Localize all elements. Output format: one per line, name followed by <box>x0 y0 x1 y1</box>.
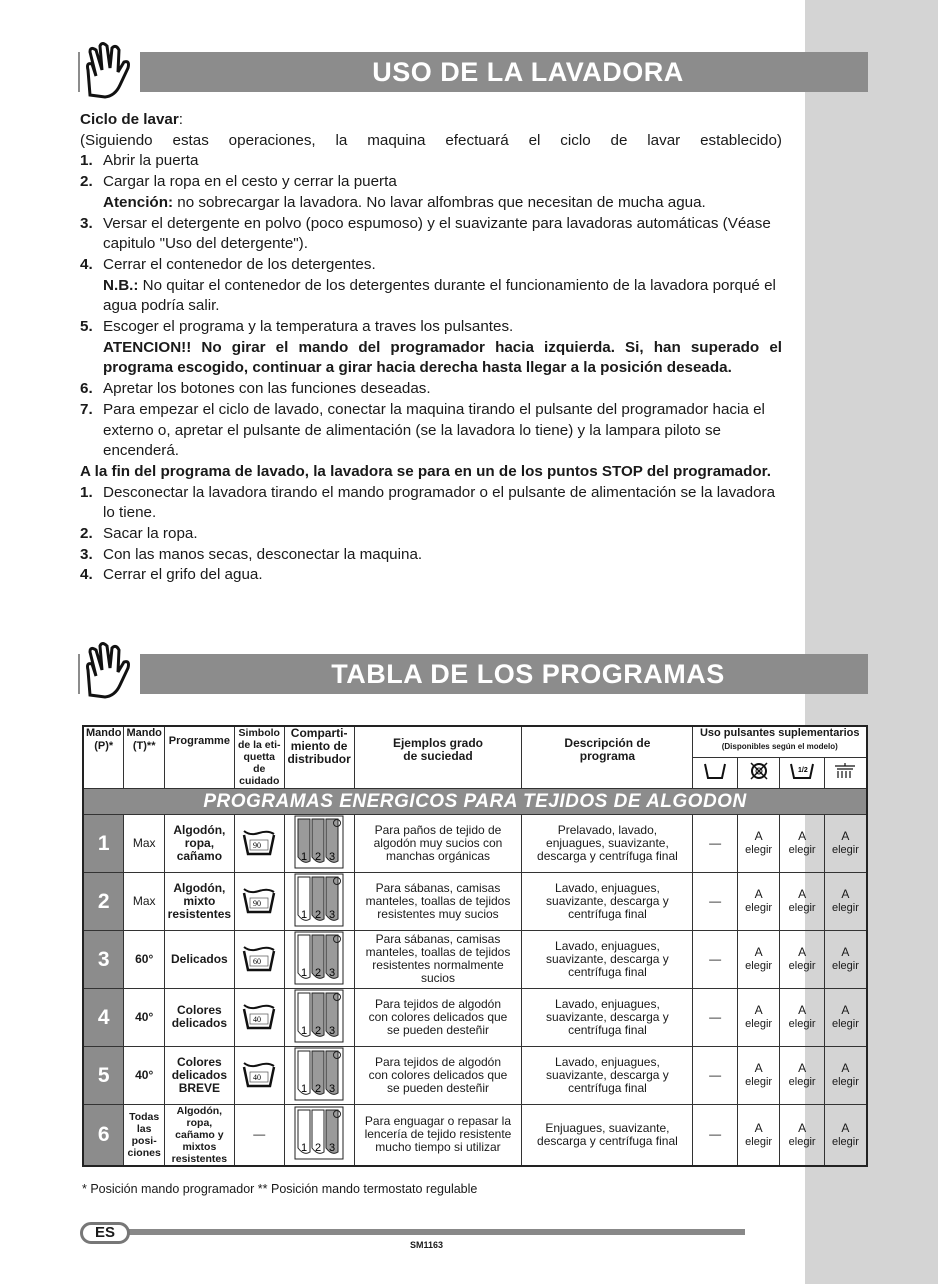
svg-text:1/2: 1/2 <box>798 767 808 774</box>
footnote: * Posición mando programador ** Posición mando termostato regulable <box>82 1182 478 1196</box>
dispenser-icon <box>294 873 344 927</box>
program-description: Lavado, enjuagues, suavizante, descarga y centrífuga final <box>522 1046 693 1104</box>
header-mando-p: Mando (P)* <box>83 726 124 788</box>
temperature: 40° <box>124 988 164 1046</box>
uso-sublabel: (Disponibles según el modelo) <box>721 742 838 751</box>
dispenser-icon <box>294 815 344 869</box>
svg-text:1: 1 <box>301 850 308 863</box>
option-half-load: A elegir <box>780 814 824 872</box>
option-extra-rinse: A elegir <box>824 1104 867 1166</box>
program-number: 5 <box>83 1046 124 1104</box>
option-prewash: — <box>693 872 737 930</box>
wash-temp-icon <box>241 827 277 857</box>
section-title-uso: USO DE LA LAVADORA <box>78 52 868 92</box>
svg-text:3: 3 <box>329 908 336 921</box>
hand-icon <box>80 640 140 700</box>
program-description: Lavado, enjuagues, suavizante, descarga y centrífuga final <box>522 872 693 930</box>
end-heading: A la fin del programa de lavado, la lavadora se para en un de los puntos STOP del programador. <box>80 462 771 480</box>
hand-icon <box>80 40 140 100</box>
svg-text:3: 3 <box>329 1024 336 1037</box>
program-name: Delicados <box>164 930 234 988</box>
program-row <box>83 1104 867 1166</box>
svg-text:2: 2 <box>315 1024 322 1037</box>
temperature: 40° <box>124 1046 164 1104</box>
end-step: 3. Con las manos secas, desconectar la maquina. <box>80 545 423 563</box>
no-symbol: — <box>253 1127 266 1141</box>
dispenser-icon <box>294 1106 344 1160</box>
option-no-spin: A elegir <box>737 814 780 872</box>
option-no-spin: A elegir <box>737 1046 780 1104</box>
program-name: Colores delicados BREVE <box>164 1046 234 1104</box>
soil-examples: Para sábanas, camisas manteles, toallas de tejidos resistentes muy sucios <box>354 872 522 930</box>
option-no-spin: A elegir <box>737 930 780 988</box>
program-row <box>83 988 867 1046</box>
option-half-load: A elegir <box>780 1104 824 1166</box>
dispenser <box>284 1046 354 1104</box>
svg-text:3: 3 <box>329 850 336 863</box>
uso-label: Uso pulsantes suplementarios <box>699 727 860 739</box>
option-half-load: A elegir <box>780 930 824 988</box>
footer-rule <box>120 1229 745 1235</box>
option-extra-rinse: A elegir <box>824 1046 867 1104</box>
end-step: 4. Cerrar el grifo del agua. <box>80 566 263 584</box>
program-description: Enjuagues, suavizante, descarga y centrífuga final <box>522 1104 693 1166</box>
wash-temp-icon <box>241 885 277 915</box>
dispenser <box>284 930 354 988</box>
svg-text:90: 90 <box>253 898 262 908</box>
svg-text:2: 2 <box>315 850 322 863</box>
soil-examples: Para enguagar o repasar la lencería de tejido resistente mucho tiempo si utilizar <box>354 1104 522 1166</box>
dispenser <box>284 988 354 1046</box>
svg-text:40: 40 <box>253 1014 262 1024</box>
care-symbol <box>234 814 284 872</box>
header-ejemplos: Ejemplos grado de suciedad <box>354 726 522 788</box>
dispenser <box>284 1104 354 1166</box>
no-spin-icon <box>737 757 780 788</box>
soil-examples: Para tejidos de algodón con colores delicados que se pueden desteñir <box>354 1046 522 1104</box>
svg-text:40: 40 <box>253 1072 262 1082</box>
soil-examples: Para paños de tejido de algodón muy sucios con manchas orgánicas <box>354 814 522 872</box>
programs-table <box>82 725 868 1167</box>
svg-text:1: 1 <box>301 1082 308 1095</box>
svg-text:1: 1 <box>301 908 308 921</box>
header-simbolo: Simbolo de la eti-quetta de cuidado <box>234 726 284 788</box>
temperature: Max <box>124 814 164 872</box>
instructions <box>80 110 782 586</box>
prewash-icon <box>693 757 737 788</box>
temperature: Max <box>124 872 164 930</box>
program-number: 3 <box>83 930 124 988</box>
step: 5. Escoger el programa y la temperatura a traves los pulsantes. ATENCION!! No girar el mando del programador hacia izquierda. Si, han superado el programa escogido, continuar a girar hacia derecha hasta llegar a la posición deseada. <box>80 318 782 377</box>
dispenser <box>284 872 354 930</box>
option-prewash: — <box>693 1046 737 1104</box>
svg-text:2: 2 <box>315 1142 322 1154</box>
program-number: 6 <box>83 1104 124 1166</box>
step: 6. Apretar los botones con las funciones deseadas. <box>80 380 431 398</box>
dispenser-icon <box>294 931 344 985</box>
option-prewash: — <box>693 930 737 988</box>
wash-temp-icon <box>241 1059 277 1089</box>
care-symbol <box>234 1046 284 1104</box>
svg-text:90: 90 <box>253 840 262 850</box>
extra-rinse-icon <box>824 757 867 788</box>
program-name: Algodón, ropa, cañamo y mixtos resistentes <box>164 1104 234 1166</box>
program-row <box>83 814 867 872</box>
end-step: 2. Sacar la ropa. <box>80 525 198 543</box>
step: 1. Abrir la puerta <box>80 152 199 170</box>
dispenser-icon <box>294 1047 344 1101</box>
band-energicos: PROGRAMAS ENERGICOS PARA TEJIDOS DE ALGODON <box>83 788 867 814</box>
header-descripcion: Descripción de programa <box>522 726 693 788</box>
option-no-spin: A elegir <box>737 988 780 1046</box>
program-row <box>83 1046 867 1104</box>
intro: (Siguiendo estas operaciones, la maquina efectuará el ciclo de lavar establecido) <box>80 131 782 149</box>
section-title-tabla: TABLA DE LOS PROGRAMAS <box>78 654 868 694</box>
option-extra-rinse: A elegir <box>824 814 867 872</box>
svg-text:2: 2 <box>315 966 322 979</box>
step: 7. Para empezar el ciclo de lavado, conectar la maquina tirando el pulsante del programador hacia el externo o, apretar el pulsante de alimentación (se la lavadora lo tiene) y la lampara piloto se encenderá. <box>80 400 765 460</box>
wash-temp-icon <box>241 943 277 973</box>
header-programme: Programme <box>164 726 234 788</box>
option-no-spin: A elegir <box>737 872 780 930</box>
soil-examples: Para tejidos de algodón con colores delicados que se pueden desteñir <box>354 988 522 1046</box>
dispenser <box>284 814 354 872</box>
language-badge: ES <box>80 1222 130 1244</box>
svg-text:3: 3 <box>329 1142 336 1154</box>
option-extra-rinse: A elegir <box>824 988 867 1046</box>
care-symbol <box>234 1104 284 1166</box>
care-symbol <box>234 930 284 988</box>
program-row <box>83 930 867 988</box>
wash-temp-icon <box>241 1001 277 1031</box>
step: 3. Versar el detergente en polvo (poco espumoso) y el suavizante para lavadoras automáticas (Véase capitulo "Uso del detergente"). <box>80 214 771 253</box>
program-row <box>83 872 867 930</box>
option-prewash: — <box>693 814 737 872</box>
svg-text:3: 3 <box>329 966 336 979</box>
option-half-load: A elegir <box>780 1046 824 1104</box>
care-symbol <box>234 988 284 1046</box>
temperature: Todas las posi-ciones <box>124 1104 164 1166</box>
step: 2. Cargar la ropa en el cesto y cerrar la puerta Atención: no sobrecargar la lavadora. No lavar alfombras que necesitan de mucha agua. <box>80 173 706 211</box>
temperature: 60° <box>124 930 164 988</box>
svg-text:2: 2 <box>315 1082 322 1095</box>
header-uso <box>693 726 867 757</box>
header-compartimiento: Comparti-miento de distribudor <box>284 726 354 788</box>
half-load-icon <box>780 757 824 788</box>
svg-text:2: 2 <box>315 908 322 921</box>
option-extra-rinse: A elegir <box>824 872 867 930</box>
soil-examples: Para sábanas, camisas manteles, toallas de tejidos resistentes normalmente sucios <box>354 930 522 988</box>
program-number: 4 <box>83 988 124 1046</box>
model-code: SM1163 <box>410 1240 444 1250</box>
program-description: Lavado, enjuagues, suavizante, descarga y centrífuga final <box>522 930 693 988</box>
svg-text:60: 60 <box>253 956 262 966</box>
program-name: Algodón, mixto resistentes <box>164 872 234 930</box>
svg-text:1: 1 <box>301 1142 308 1154</box>
program-number: 2 <box>83 872 124 930</box>
option-half-load: A elegir <box>780 988 824 1046</box>
option-prewash: — <box>693 988 737 1046</box>
option-extra-rinse: A elegir <box>824 930 867 988</box>
care-symbol <box>234 872 284 930</box>
program-number: 1 <box>83 814 124 872</box>
svg-text:1: 1 <box>301 966 308 979</box>
step: 4. Cerrar el contenedor de los detergentes. N.B.: No quitar el contenedor de los detergentes durante el funcionamiento de la lavadora porqué el agua podría salir. <box>80 255 776 315</box>
svg-text:3: 3 <box>329 1082 336 1095</box>
header-mando-t: Mando (T)** <box>124 726 164 788</box>
program-description: Lavado, enjuagues, suavizante, descarga y centrífuga final <box>522 988 693 1046</box>
option-prewash: — <box>693 1104 737 1166</box>
dispenser-icon <box>294 989 344 1043</box>
cycle-heading: Ciclo de lavar: <box>80 111 183 128</box>
option-half-load: A elegir <box>780 872 824 930</box>
program-description: Prelavado, lavado, enjuagues, suavizante, descarga y centrífuga final <box>522 814 693 872</box>
option-no-spin: A elegir <box>737 1104 780 1166</box>
program-name: Colores delicados <box>164 988 234 1046</box>
program-name: Algodón, ropa, cañamo <box>164 814 234 872</box>
svg-text:1: 1 <box>301 1024 308 1037</box>
end-step: 1. Desconectar la lavadora tirando el mando programador o el pulsante de alimentación se la lavadora lo tiene. <box>80 483 776 522</box>
